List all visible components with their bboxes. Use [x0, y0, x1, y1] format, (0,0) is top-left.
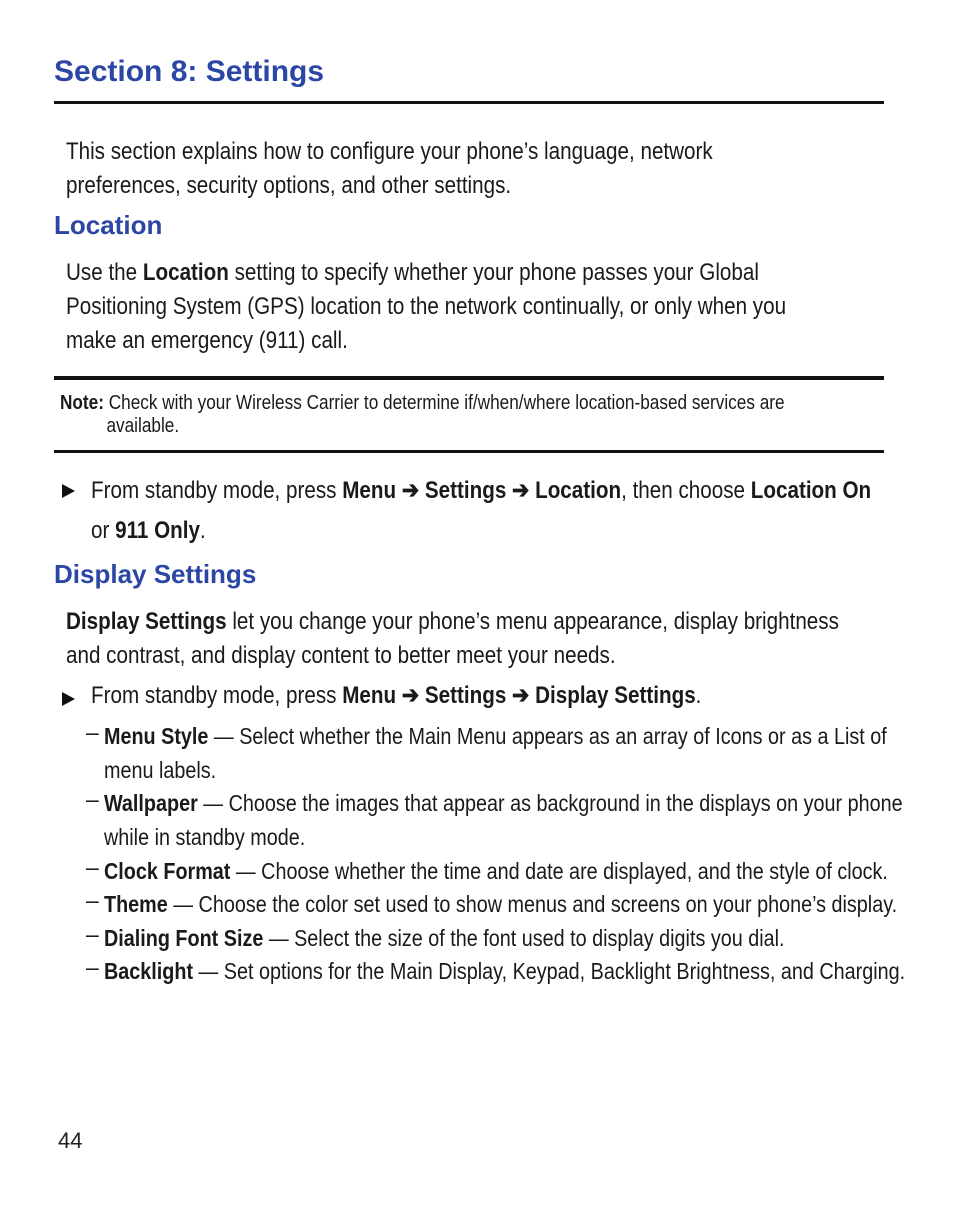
- item-term: Dialing Font Size: [104, 925, 264, 951]
- list-item: [104, 954, 954, 988]
- intro-paragraph: [66, 135, 818, 203]
- item-desc: — Choose the color set used to show menus and screens on your phone’s display.: [167, 891, 898, 917]
- arrow-icon: ➔: [396, 477, 425, 504]
- list-item: [104, 854, 954, 888]
- dash-marker: –: [86, 921, 99, 947]
- location-line-2: Positioning System (GPS) location to the network continually, or only when you: [66, 293, 787, 320]
- list-item: [104, 887, 954, 921]
- menu-term: Menu: [342, 682, 397, 709]
- note-label: Note:: [60, 392, 104, 414]
- page-number: 44: [58, 1128, 83, 1153]
- step-text: .: [695, 682, 702, 709]
- display-line-2: and contrast, and display content to better meet your needs.: [66, 642, 616, 669]
- arrow-icon: ➔: [396, 682, 425, 709]
- title-rule: [54, 101, 884, 104]
- list-item: [104, 719, 954, 787]
- dash-marker: –: [86, 887, 99, 913]
- step-text: or: [91, 517, 116, 544]
- location-text: setting to specify whether your phone passes your Global: [228, 259, 759, 286]
- location-heading: Location: [54, 210, 163, 240]
- note-bottom-rule: [54, 450, 884, 453]
- location-text: Use the: [66, 259, 143, 286]
- display-term: Display Settings: [66, 608, 227, 635]
- item-term: Menu Style: [104, 723, 209, 749]
- display-step: [91, 679, 801, 713]
- item-desc-cont: menu labels.: [104, 757, 217, 783]
- settings-term: Settings: [424, 682, 507, 709]
- step-text: From standby mode, press: [91, 477, 343, 504]
- item-term: Backlight: [104, 958, 194, 984]
- item-desc: — Select the size of the font used to display digits you dial.: [263, 925, 785, 951]
- display-text: let you change your phone’s menu appearance, display brightness: [226, 608, 839, 635]
- item-term: Clock Format: [104, 858, 231, 884]
- note-text-2: available.: [106, 415, 180, 437]
- item-term: Theme: [104, 891, 168, 917]
- intro-line-1: This section explains how to configure your phone’s language, network: [66, 138, 713, 165]
- display-settings-heading: Display Settings: [54, 559, 257, 589]
- item-term: Wallpaper: [104, 790, 198, 816]
- list-item: [104, 921, 895, 955]
- intro-line-2: preferences, security options, and other settings.: [66, 172, 512, 199]
- settings-term: Settings: [424, 477, 507, 504]
- item-desc: — Set options for the Main Display, Keypad, Backlight Brightness, and Charging.: [193, 958, 906, 984]
- step-text: , then choose: [621, 477, 751, 504]
- display-settings-term: Display Settings: [535, 682, 696, 709]
- item-desc: — Choose whether the time and date are displayed, and the style of clock.: [230, 858, 888, 884]
- location-paragraph: [66, 256, 903, 358]
- item-desc: — Select whether the Main Menu appears as an array of Icons or as a List of: [208, 723, 887, 749]
- dash-marker: –: [86, 786, 99, 812]
- bullet-arrow-icon: [62, 484, 75, 498]
- dash-marker: –: [86, 719, 99, 745]
- arrow-icon: ➔: [506, 682, 536, 709]
- dash-marker: –: [86, 854, 99, 880]
- step-text: .: [200, 517, 206, 544]
- location-line-3: make an emergency (911) call.: [66, 327, 348, 354]
- location-term: Location: [142, 259, 229, 286]
- display-paragraph: [66, 605, 954, 673]
- bullet-arrow-icon: [62, 692, 75, 706]
- location-term: Location: [535, 477, 622, 504]
- step-text: From standby mode, press: [91, 682, 343, 709]
- arrow-icon: ➔: [506, 477, 536, 504]
- location-step: [91, 471, 954, 551]
- note-text: Check with your Wireless Carrier to determine if/when/where location-based services are: [103, 392, 785, 414]
- 911-only-term: 911 Only: [115, 517, 201, 544]
- location-on-term: Location On: [750, 477, 872, 504]
- note-top-rule: [54, 376, 884, 380]
- menu-term: Menu: [342, 477, 397, 504]
- list-item: [104, 786, 954, 854]
- page-title: Section 8: Settings: [54, 55, 325, 88]
- item-desc-cont: while in standby mode.: [104, 824, 306, 850]
- dash-marker: –: [86, 954, 99, 980]
- item-desc: — Choose the images that appear as background in the displays on your phone: [197, 790, 903, 816]
- note-block: [60, 392, 903, 438]
